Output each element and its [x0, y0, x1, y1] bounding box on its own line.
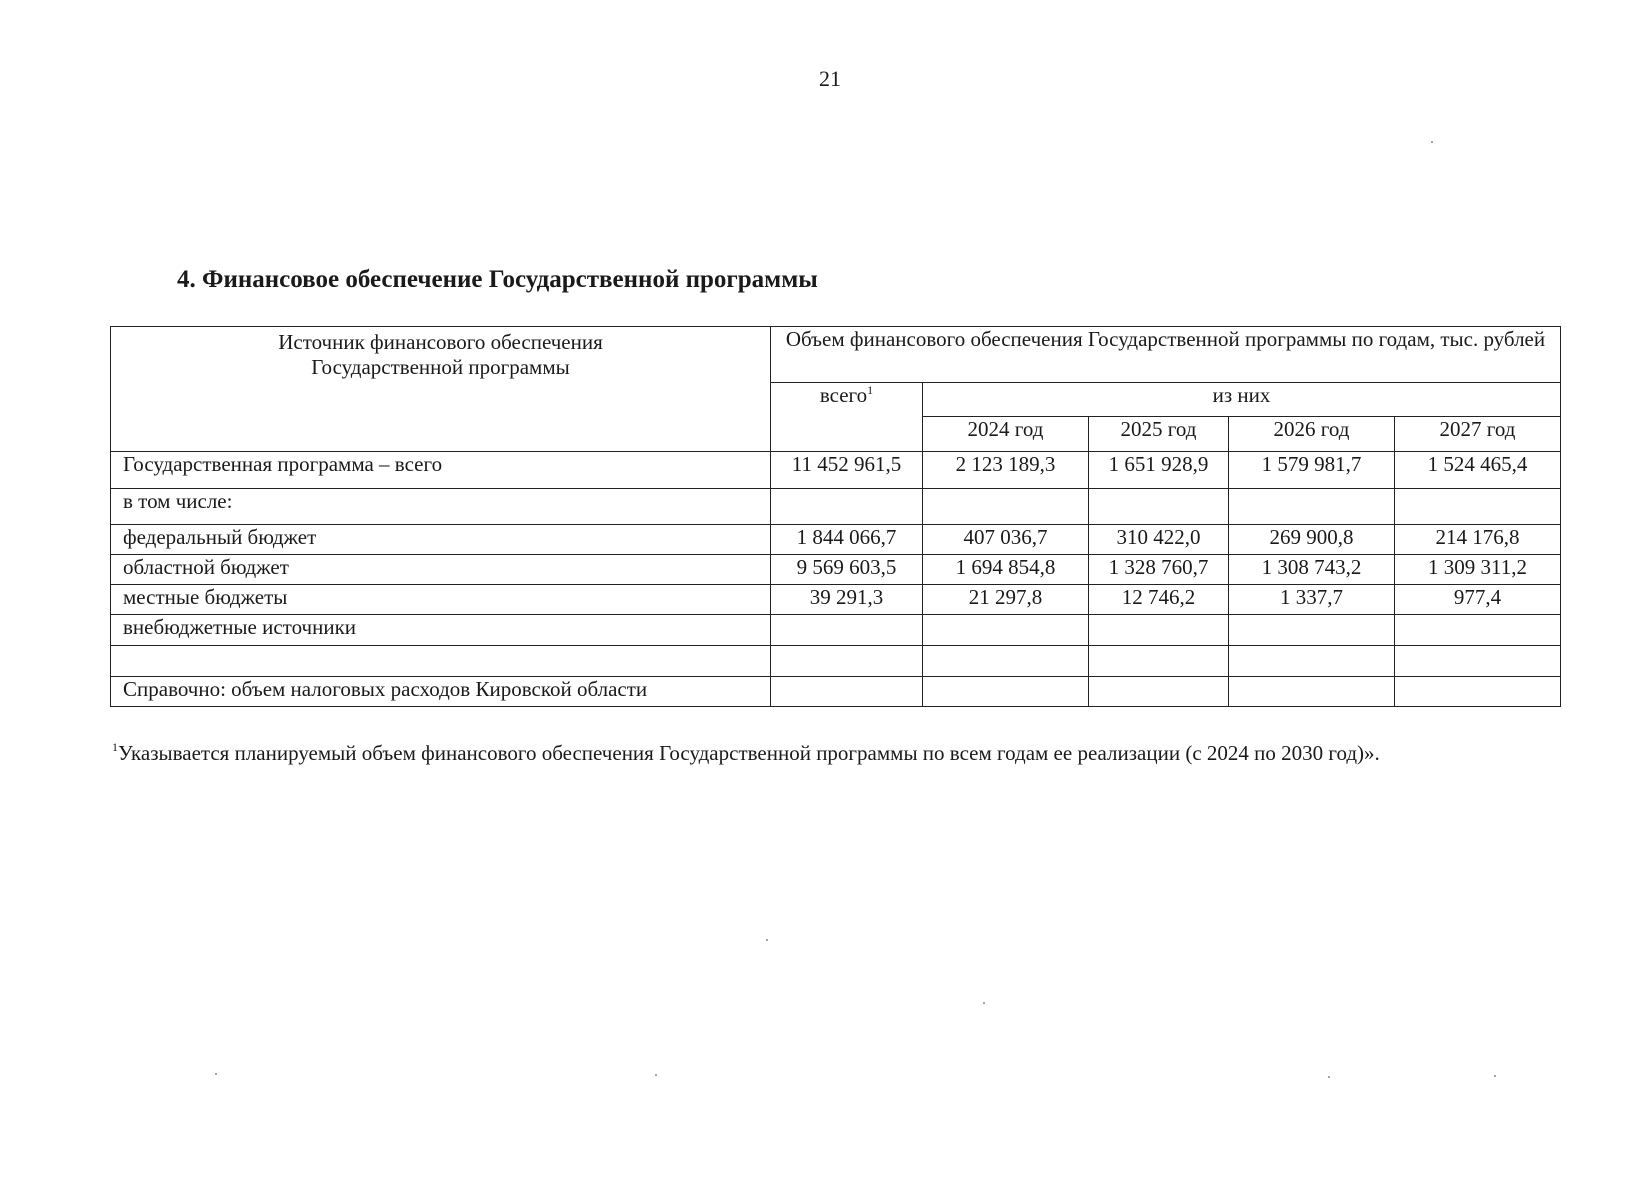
- row-label: федеральный бюджет: [111, 525, 771, 555]
- cell-2024: [923, 646, 1089, 677]
- row-label: Справочно: объем налоговых расходов Кировской области: [111, 677, 771, 707]
- cell-total: 11 452 961,5: [771, 452, 923, 489]
- table-row: [111, 452, 1561, 489]
- cell-2026: 269 900,8: [1229, 525, 1395, 555]
- scan-speck: [655, 1074, 657, 1076]
- cell-2026: [1229, 646, 1395, 677]
- cell-total: [771, 489, 923, 525]
- scan-speck: [1328, 1076, 1330, 1078]
- header-of-which: из них: [923, 383, 1561, 417]
- header-source-line1: Источник финансового обеспечения: [278, 330, 603, 354]
- row-label: областной бюджет: [111, 555, 771, 585]
- cell-2026: 1 337,7: [1229, 585, 1395, 615]
- cell-total: 39 291,3: [771, 585, 923, 615]
- header-year-2024: 2024 год: [923, 417, 1089, 452]
- header-year-2027: 2027 год: [1395, 417, 1561, 452]
- cell-2024: [923, 677, 1089, 707]
- cell-total: [771, 646, 923, 677]
- header-total-footnote-mark: 1: [867, 383, 874, 397]
- header-row-1: [111, 327, 1561, 383]
- header-total: всего: [819, 383, 868, 407]
- cell-2025: [1089, 646, 1229, 677]
- table-row: [111, 615, 1561, 646]
- cell-2025: [1089, 677, 1229, 707]
- table-row: [111, 525, 1561, 555]
- row-label: местные бюджеты: [111, 585, 771, 615]
- header-total-cell: [771, 383, 923, 452]
- row-label: в том числе:: [111, 489, 771, 525]
- cell-2025: 1 651 928,9: [1089, 452, 1229, 489]
- cell-2027: [1395, 646, 1561, 677]
- cell-2027: 214 176,8: [1395, 525, 1561, 555]
- cell-2027: [1395, 677, 1561, 707]
- table-row: [111, 585, 1561, 615]
- table-row: [111, 646, 1561, 677]
- cell-2024: 407 036,7: [923, 525, 1089, 555]
- cell-2026: [1229, 677, 1395, 707]
- footnote-text: Указывается планируемый объем финансового обеспечения Государственной программы по всем годам ее реализации (с 2024 по 2030 год)».: [118, 741, 1380, 765]
- header-year-2025: 2025 год: [1089, 417, 1229, 452]
- table-row: [111, 555, 1561, 585]
- cell-total: 1 844 066,7: [771, 525, 923, 555]
- cell-2027: [1395, 615, 1561, 646]
- header-source-cell: [111, 327, 771, 452]
- cell-2026: [1229, 489, 1395, 525]
- cell-2025: [1089, 615, 1229, 646]
- row-label: Государственная программа – всего: [111, 452, 771, 489]
- cell-2026: [1229, 615, 1395, 646]
- cell-2026: 1 308 743,2: [1229, 555, 1395, 585]
- cell-2025: 12 746,2: [1089, 585, 1229, 615]
- cell-2027: 977,4: [1395, 585, 1561, 615]
- scan-speck: [766, 939, 768, 941]
- footnote-mark: 1: [112, 740, 118, 754]
- row-label: внебюджетные источники: [111, 615, 771, 646]
- cell-2025: 310 422,0: [1089, 525, 1229, 555]
- page-number: 21: [819, 66, 841, 91]
- cell-2024: 2 123 189,3: [923, 452, 1089, 489]
- row-label: [111, 646, 771, 677]
- cell-total: 9 569 603,5: [771, 555, 923, 585]
- scan-speck: [1494, 1075, 1496, 1077]
- table-row: [111, 677, 1561, 707]
- cell-2024: 1 694 854,8: [923, 555, 1089, 585]
- footnote: [112, 741, 1380, 766]
- header-year-2026: 2026 год: [1229, 417, 1395, 452]
- scan-speck: [215, 1073, 217, 1075]
- cell-2024: [923, 615, 1089, 646]
- cell-2026: 1 579 981,7: [1229, 452, 1395, 489]
- cell-2025: [1089, 489, 1229, 525]
- section-title: 4. Финансовое обеспечение Государственной программы: [177, 266, 818, 293]
- header-volume: Объем финансового обеспечения Государственной программы по годам, тыс. рублей: [771, 327, 1561, 383]
- cell-2025: 1 328 760,7: [1089, 555, 1229, 585]
- cell-2024: 21 297,8: [923, 585, 1089, 615]
- table-row: [111, 489, 1561, 525]
- cell-2027: [1395, 489, 1561, 525]
- cell-2027: 1 309 311,2: [1395, 555, 1561, 585]
- scan-speck: [1431, 141, 1433, 143]
- header-source-line2: Государственной программы: [311, 355, 570, 379]
- scan-speck: [983, 1002, 985, 1004]
- cell-2024: [923, 489, 1089, 525]
- cell-total: [771, 677, 923, 707]
- cell-total: [771, 615, 923, 646]
- cell-2027: 1 524 465,4: [1395, 452, 1561, 489]
- financing-table: [110, 326, 1561, 707]
